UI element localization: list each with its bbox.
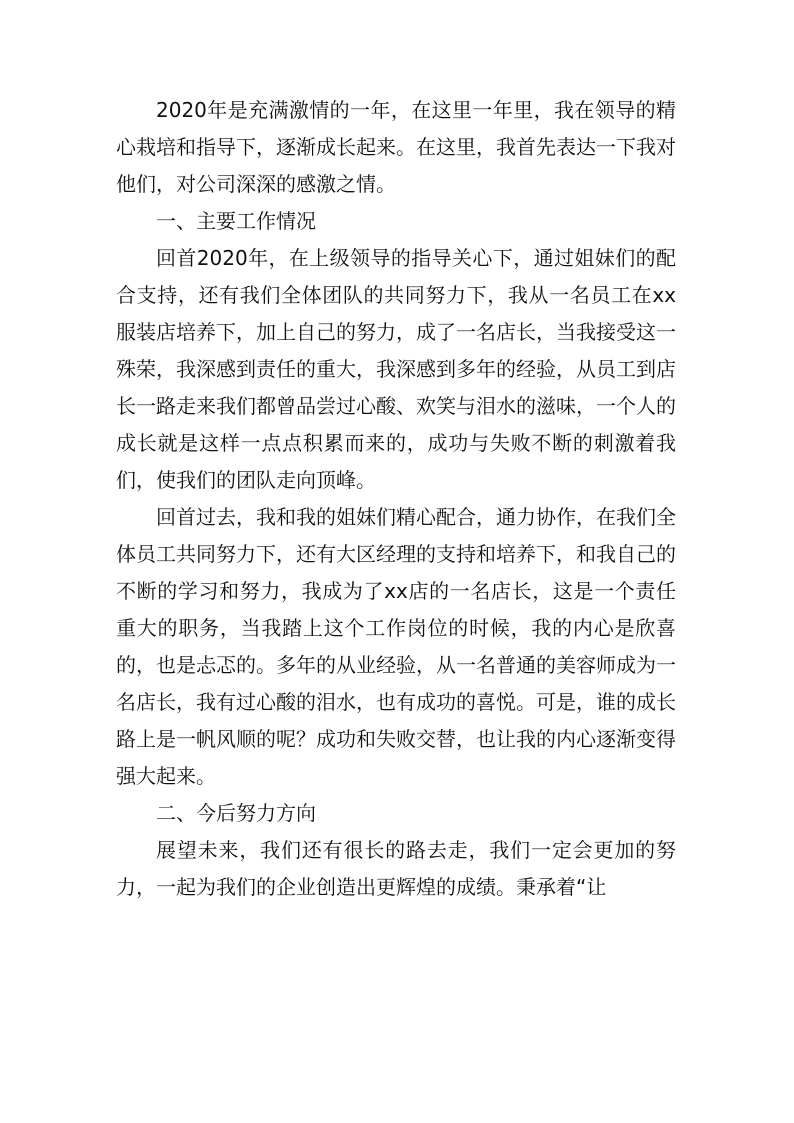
section-heading-future-direction: 二、今后努力方向 xyxy=(156,801,316,825)
intro-paragraph: 2020年是充满激情的一年，在这里一年里，我在领导的精心栽培和指导下，逐渐成长起来。在这里，我首先表达一下我对他们，对公司深深的感激之情。 xyxy=(116,98,676,196)
work-review-paragraph: 回首2020年，在上级领导的指导关心下，通过姐妹们的配合支持，还有我们全体团队的共同努力下，我从一名员工在xx服装店培养下，加上自己的努力，成了一名店长，当我接受这一殊荣，我深感到责任的重大，我深感到多年的经验，从员工到店长一路走来我们都曾品尝过心酸、欢笑与泪水的滋味，一个人的成长就是这样一点点积累而来的，成功与失败不断的刺激着我们，使我们的团队走向顶峰。 xyxy=(116,246,676,492)
section-heading-main-work: 一、主要工作情况 xyxy=(156,209,316,233)
past-review-paragraph: 回首过去，我和我的姐妹们精心配合，通力协作，在我们全体员工共同努力下，还有大区经理的支持和培养下，和我自己的不断的学习和努力，我成为了xx店的一名店长，这是一个责任重大的职务，当我踏上这个工作岗位的时候，我的内心是欣喜的，也是忐忑的。多年的从业经验，从一名普通的美容师成为一名店长，我有过心酸的泪水，也有成功的喜悦。可是，谁的成长路上是一帆风顺的呢？成功和失败交替，也让我的内心逐渐变得强大起来。 xyxy=(116,505,676,788)
future-outlook-paragraph: 展望未来，我们还有很长的路去走，我们一定会更加的努力，一起为我们的企业创造出更辉煌的成绩。秉承着“让 xyxy=(116,838,676,899)
document-body xyxy=(116,92,676,906)
